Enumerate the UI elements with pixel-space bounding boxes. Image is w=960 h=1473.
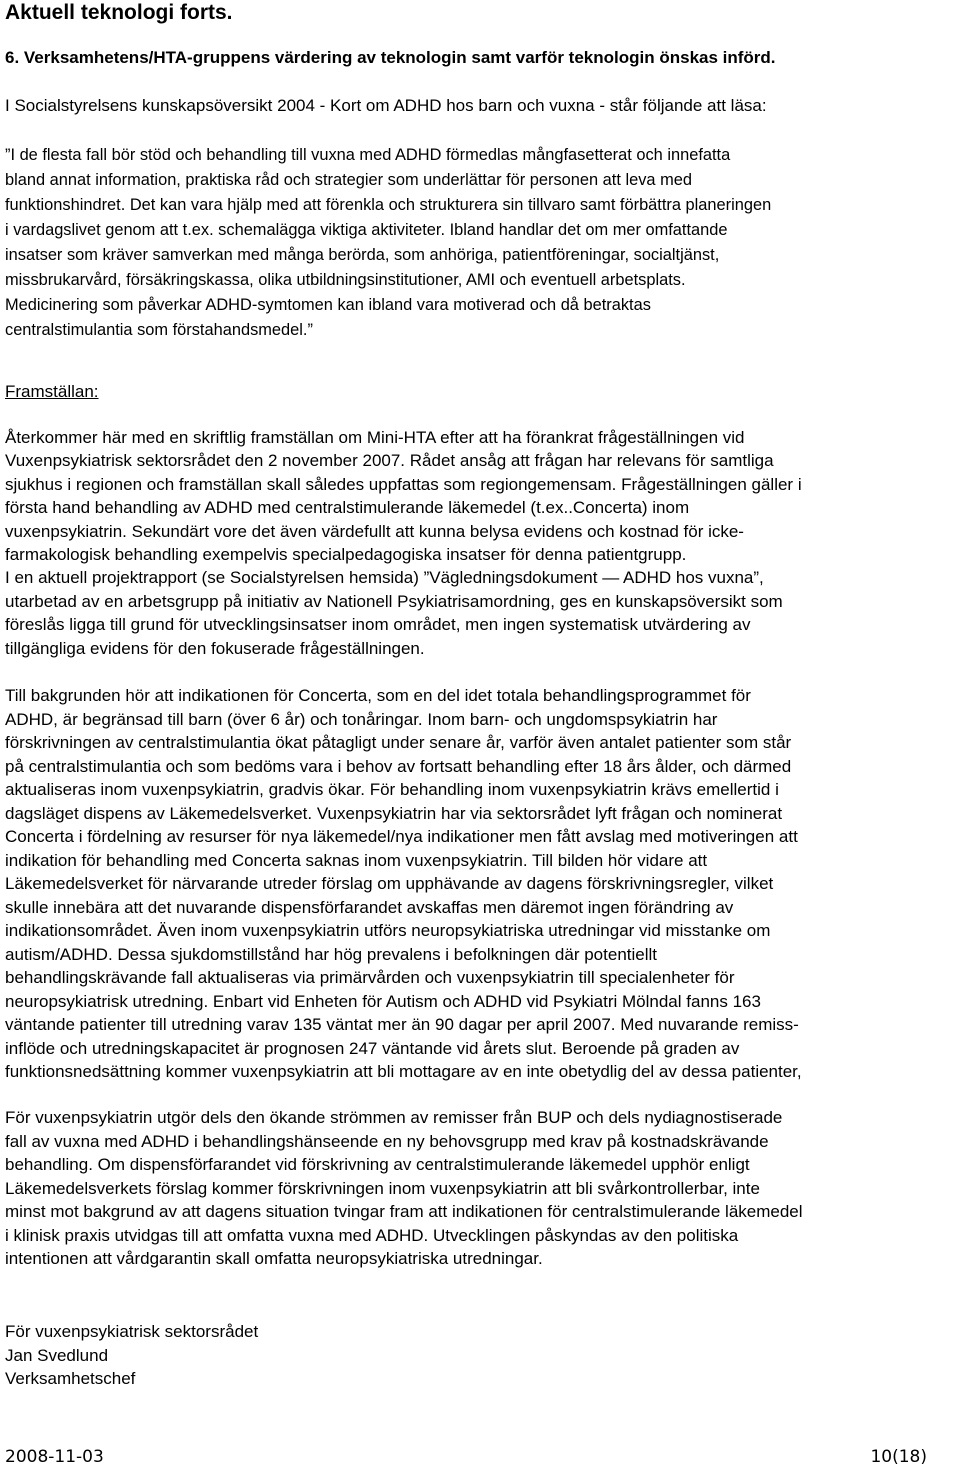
- paragraph-line: indikation för behandling med Concerta saknas inom vuxenpsykiatrin. Till bilden hör vidare att: [5, 850, 708, 870]
- signature-line: För vuxenpsykiatrisk sektorsrådet: [5, 1322, 259, 1341]
- paragraph-line: autism/ADHD. Dessa sjukdomstillstånd har hög prevalens i befolkningen där potentiellt: [5, 944, 658, 964]
- footer-page-number: 10(18): [870, 1447, 927, 1467]
- quote-line: funktionshindret. Det kan vara hjälp med att förenkla och strukturera sin tillvaro samt förbättra planeringen: [5, 196, 772, 214]
- quote-line: centralstimulantia som förstahandsmedel.”: [5, 321, 313, 339]
- quote-line: i vardagslivet genom att t.ex. schemalägga viktiga aktiviteter. Ibland handlar det om mer omfattande: [5, 221, 728, 239]
- paragraph-line: på centralstimulantia och som bedöms vara i behov av fortsatt behandling efter 18 års ålder, och därmed: [5, 756, 792, 776]
- paragraph-line: fall av vuxna med ADHD i behandlingshänseende en ny behovsgrupp med krav på kostnadskrävande: [5, 1131, 769, 1151]
- paragraph-line: dagsläget dispens av Läkemedelsverket. Vuxenpsykiatrin har via sektorsrådet lyft frågan och nominerat: [5, 803, 783, 823]
- quote-line: bland annat information, praktiska råd och strategier som underlättar för personen att leva med: [5, 171, 692, 189]
- paragraph-line: För vuxenpsykiatrin utgör dels den ökande strömmen av remisser från BUP och dels nydiagnostiserade: [5, 1108, 783, 1127]
- quote-line: insatser som kräver samverkan med många berörda, som anhöriga, patientföreningar, socialtjänst,: [5, 246, 720, 264]
- paragraph-line: intentionen att vårdgarantin skall omfatta neuropsykiatriska utredningar.: [5, 1249, 543, 1268]
- paragraph-line: Concerta i fördelning av resurser för nya läkemedel/nya indikationer men fått avslag med motiveringen att: [5, 827, 798, 846]
- framstallan-paragraph: [5, 426, 957, 660]
- paragraph-line: Läkemedelsverket för närvarande utreder förslag om upphävande av dagens förskrivningsregler, vilket: [5, 874, 774, 893]
- signature-name: Jan Svedlund: [5, 1345, 109, 1365]
- paragraph-line: föreslås ligga till grund för utvecklingsinsatser inom området, men ingen systematisk utvärdering av: [5, 615, 751, 635]
- framstallan-label: Framställan:: [5, 382, 99, 401]
- paragraph-line: neuropsykiatrisk utredning. Enbart vid Enheten för Autism och ADHD vid Psykiatri Mölndal fanns 163: [5, 991, 761, 1011]
- outlook-paragraph: [5, 1106, 957, 1271]
- paragraph-line: vuxenpsykiatrin. Sekundärt vore det även värdefullt att kunna belysa evidens och kostnad för icke-: [5, 521, 744, 541]
- paragraph-line: sjukhus i regionen och framställan skall således uppfattas som regiongemensam. Frågeställningen gäller i: [5, 474, 802, 494]
- paragraph-line: Till bakgrunden hör att indikationen för Concerta, som en del idet totala behandlingsprogrammet för: [5, 686, 751, 705]
- paragraph-line: ADHD, är begränsad till barn (över 6 år) och tonåringar. Inom barn- och ungdomspsykiatrin har: [5, 709, 718, 729]
- paragraph-line: i klinisk praxis utvidgas till att omfatta vuxna med ADHD. Utvecklingen påskyndas av den politiska: [5, 1225, 739, 1245]
- paragraph-line: behandlingskrävande fall aktualiseras via primärvården och vuxenpsykiatrin till specialenheter för: [5, 968, 735, 987]
- footer-date: 2008-11-03: [5, 1447, 104, 1467]
- paragraph-line: Vuxenpsykiatrisk sektorsrådet den 2 november 2007. Rådet ansåg att frågan har relevans för samtliga: [5, 451, 774, 471]
- paragraph-line: indikationsområdet. Även inom vuxenpsykiatrin utförs neuropsykiatriska utredningar vid misstanke om: [5, 921, 771, 940]
- page-title: Aktuell teknologi forts.: [5, 1, 233, 24]
- paragraph-line: farmakologisk behandling exempelvis specialpedagogiska insatser för denna patientgrupp.: [5, 545, 687, 565]
- intro-paragraph: I Socialstyrelsens kunskapsöversikt 2004 - Kort om ADHD hos barn och vuxna - står följande att läsa:: [5, 96, 767, 115]
- paragraph-line: tillgängliga evidens för den fokuserade frågeställningen.: [5, 638, 425, 658]
- quote-line: Medicinering som påverkar ADHD-symtomen kan ibland vara motiverad och då betraktas: [5, 296, 651, 314]
- paragraph-line: skulle innebära att det nuvarande dispensförfarandet avskaffas men däremot ingen förändring av: [5, 897, 734, 917]
- paragraph-line: förskrivningen av centralstimulantia ökat påtagligt under senare år, varför även antalet patienter som står: [5, 733, 792, 752]
- paragraph-line: Återkommer här med en skriftlig framställan om Mini-HTA efter att ha förankrat frågeställningen vid: [5, 428, 745, 447]
- quote-line: ”I de flesta fall bör stöd och behandling till vuxna med ADHD förmedlas mångfasetterat och innefatta: [5, 146, 731, 164]
- signature-block: [5, 1320, 957, 1391]
- paragraph-line: aktualiseras inom vuxenpsykiatrin, gradvis ökar. För behandling inom vuxenpsykiatrin krävs emellertid i: [5, 780, 779, 799]
- paragraph-line: I en aktuell projektrapport (se Socialstyrelsen hemsida) ”Vägledningsdokument — ADHD hos vuxna”,: [5, 568, 764, 588]
- paragraph-line: första hand behandling av ADHD med centralstimulerande läkemedel (t.ex..Concerta) inom: [5, 498, 690, 518]
- background-paragraph: [5, 684, 957, 1084]
- paragraph-line: Läkemedelsverkets förslag kommer förskrivningen inom vuxenpsykiatrin att bli svårkontrollerbar, inte: [5, 1178, 760, 1198]
- quote-paragraph: [5, 143, 957, 343]
- paragraph-line: väntande patienter till utredning varav 135 väntat mer än 90 dagar per april 2007. Med nuvarande remiss-: [5, 1015, 799, 1034]
- signature-role: Verksamhetschef: [5, 1369, 136, 1388]
- quote-line: missbrukarvård, försäkringskassa, olika utbildningsinstitutioner, AMI och eventuell arbetsplats.: [5, 271, 686, 289]
- section-heading: 6. Verksamhetens/HTA-gruppens värdering av teknologin samt varför teknologin önskas införd.: [5, 48, 776, 67]
- paragraph-line: funktionsnedsättning kommer vuxenpsykiatrin att bli mottagare av en inte obetydlig del av dessa patienter,: [5, 1062, 802, 1081]
- paragraph-line: utarbetad av en arbetsgrupp på initiativ av Nationell Psykiatrisamordning, ges en kunskapsöversikt som: [5, 591, 783, 611]
- paragraph-line: minst mot bakgrund av att dagens situation tvingar fram att indikationen för centralstimulerande läkemedel: [5, 1202, 803, 1221]
- paragraph-line: inflöde och utredningskapacitet är prognosen 247 väntande vid årets slut. Beroende på graden av: [5, 1038, 740, 1058]
- paragraph-line: behandling. Om dispensförfarandet vid förskrivning av centralstimulerande läkemedel upphör enligt: [5, 1155, 750, 1174]
